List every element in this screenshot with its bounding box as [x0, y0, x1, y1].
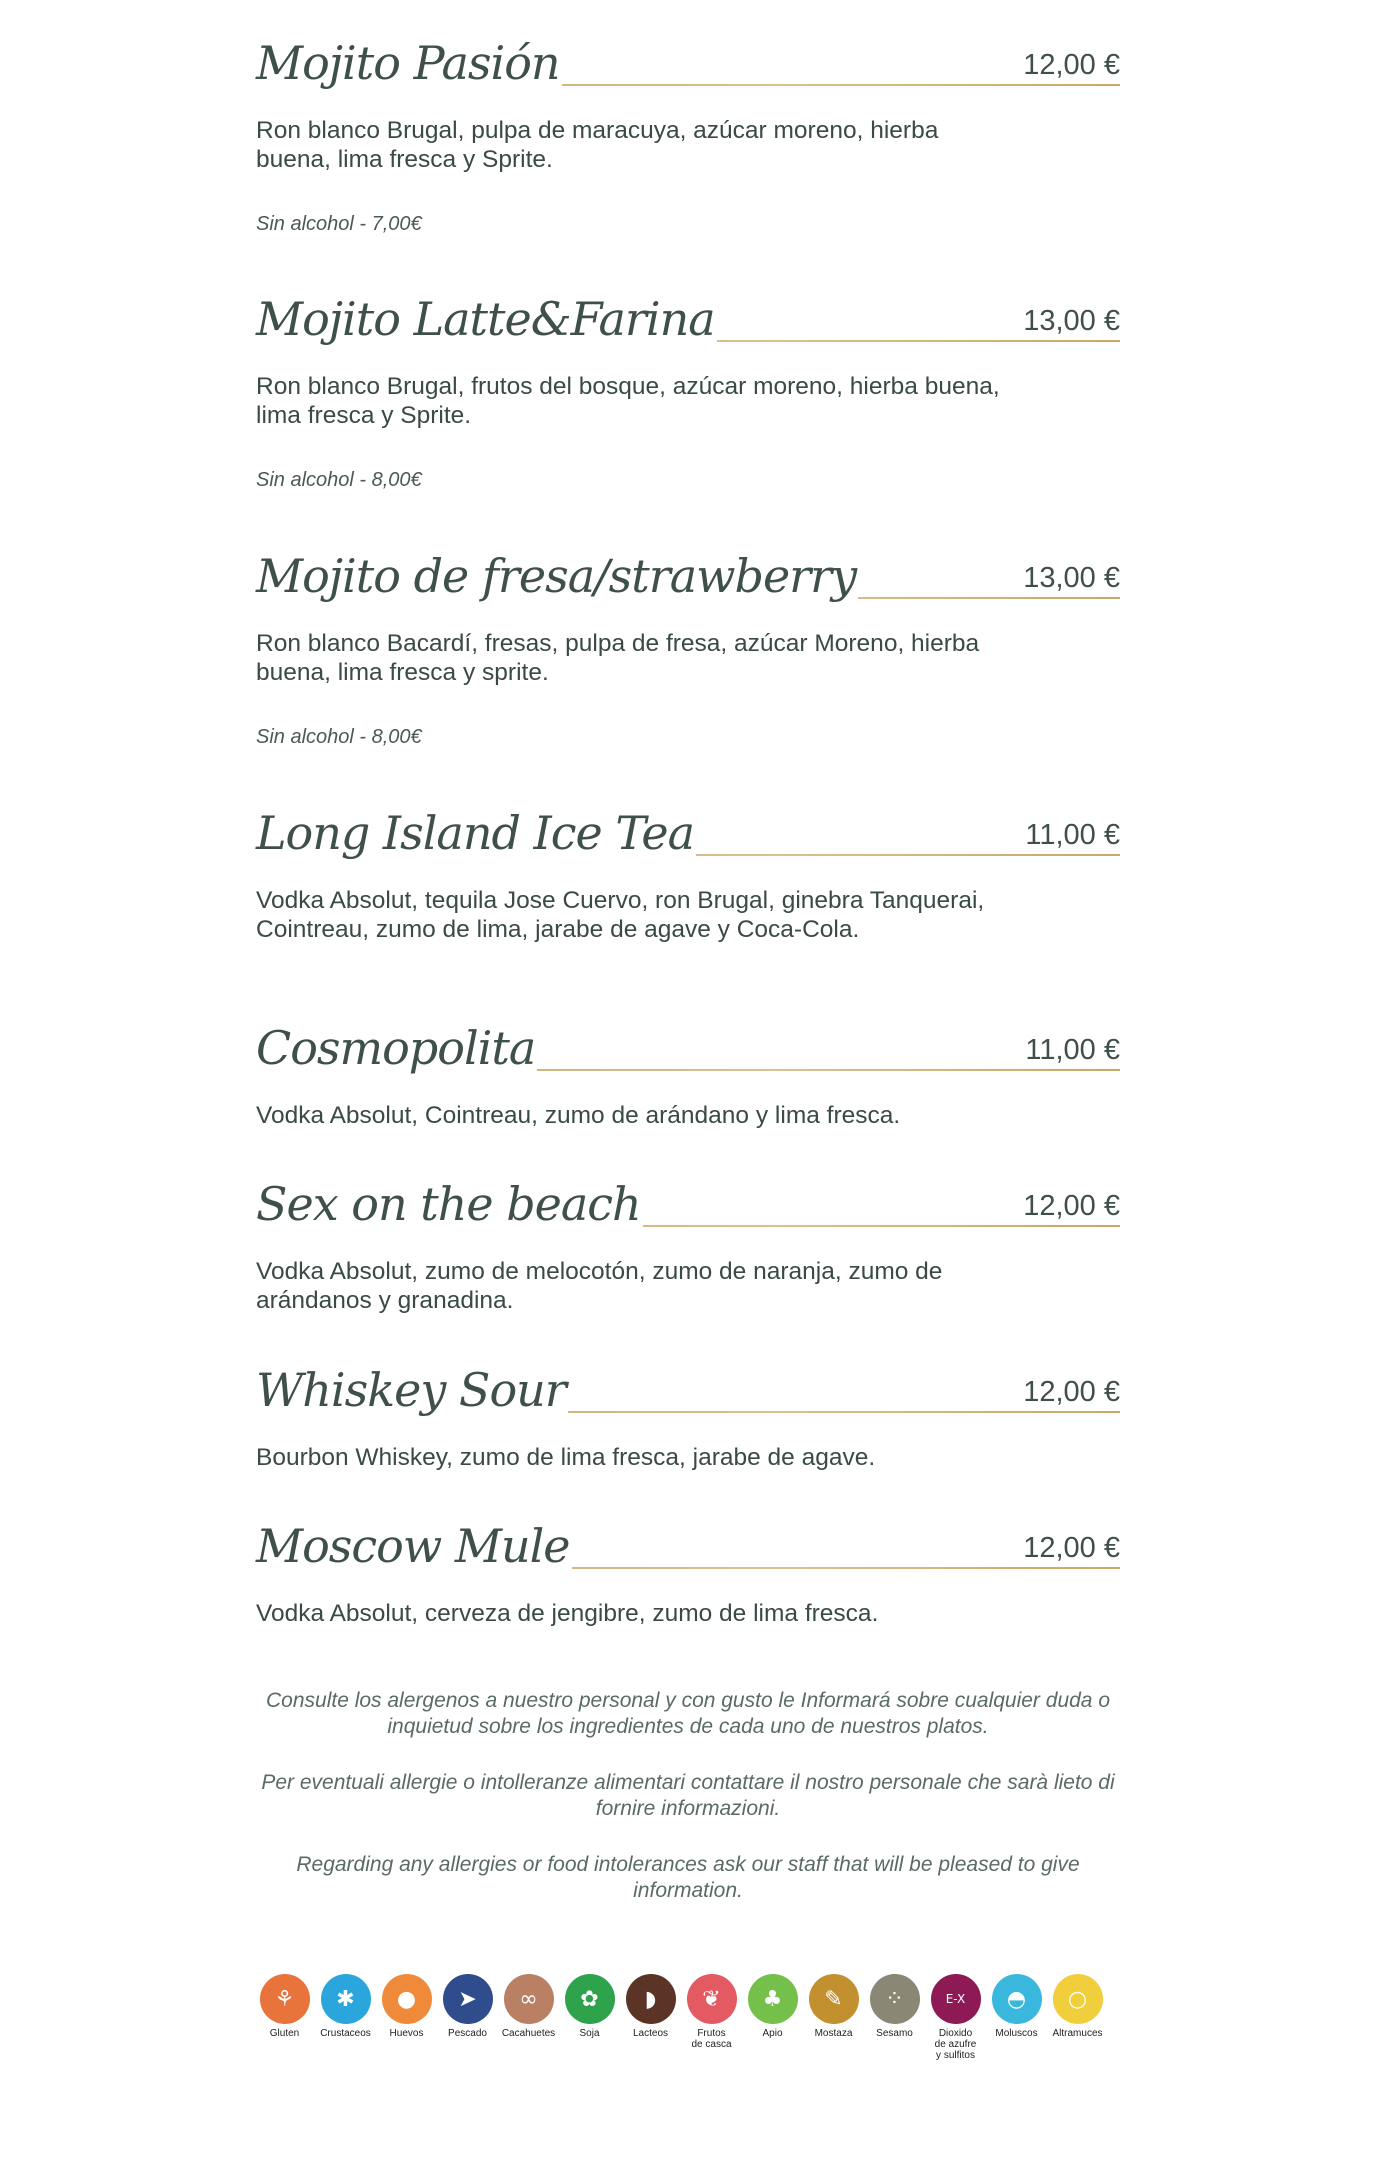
allergen-label: Soja — [579, 2028, 600, 2039]
item-price: 13,00 € — [1019, 305, 1120, 338]
item-price: 12,00 € — [1019, 49, 1120, 82]
item-name: Sex on the beach — [256, 1177, 641, 1231]
item-header — [256, 513, 1120, 613]
item-header — [256, 1483, 1120, 1583]
item-price: 11,00 € — [1021, 819, 1120, 852]
peanut-icon: ∞ — [504, 1974, 554, 2024]
note-english: Regarding any allergies or food intolerances ask our staff that will be pleased to give information. — [296, 1853, 1080, 1902]
menu-item — [256, 770, 1120, 944]
celery-icon: ♣ — [748, 1974, 798, 2024]
item-name: Moscow Mule — [256, 1519, 570, 1573]
fish-icon: ➤ — [443, 1974, 493, 2024]
note-spanish: Consulte los alergenos a nuestro personal y con gusto le Informará sobre cualquier duda o inquietud sobre los ingredientes de cada uno de nuestros platos. — [265, 1689, 1110, 1738]
allergen-label: Apio — [762, 2028, 783, 2039]
item-description: Ron blanco Brugal, pulpa de maracuya, azúcar moreno, hierba buena, lima fresca y Sprite. — [256, 117, 939, 173]
item-price: 12,00 € — [1019, 1190, 1120, 1223]
item-description: Ron blanco Bacardí, fresas, pulpa de fresa, azúcar Moreno, hierba buena, lima fresca y sprite. — [256, 630, 980, 686]
menu-item — [256, 0, 1120, 236]
menu-item — [256, 256, 1120, 492]
menu-item — [256, 1141, 1120, 1315]
item-header — [256, 985, 1120, 1085]
allergen-item — [561, 1974, 618, 2061]
allergen-item — [317, 1974, 374, 2061]
item-header — [256, 0, 1120, 100]
item-description: Bourbon Whiskey, zumo de lima fresca, jarabe de agave. — [256, 1444, 876, 1471]
allergen-label: Gluten — [269, 2028, 300, 2039]
item-description: Vodka Absolut, tequila Jose Cuervo, ron Brugal, ginebra Tanquerai, Cointreau, zumo de lima, jarabe de agave y Coca-Cola. — [256, 887, 985, 943]
item-name: Mojito de fresa/strawberry — [256, 549, 857, 603]
item-header — [256, 1141, 1120, 1241]
crab-icon: ✱ — [321, 1974, 371, 2024]
allergen-item — [927, 1974, 984, 2061]
item-description: Vodka Absolut, zumo de melocotón, zumo de naranja, zumo de arándanos y granadina. — [256, 1258, 943, 1314]
item-price: 11,00 € — [1021, 1034, 1120, 1067]
allergen-label: Lacteos — [632, 2028, 669, 2039]
allergen-item — [805, 1974, 862, 2061]
allergen-label: Moluscos — [995, 2028, 1038, 2039]
mustard-icon: ✎ — [809, 1974, 859, 2024]
allergen-label: Frutos de casca — [691, 2028, 732, 2050]
allergen-label: Crustaceos — [320, 2028, 371, 2039]
alcohol-free-price: Sin alcohol - 8,00€ — [256, 469, 422, 491]
eggs-icon: ● — [382, 1974, 432, 2024]
allergen-item — [744, 1974, 801, 2061]
allergen-item — [683, 1974, 740, 2061]
allergen-label: Mostaza — [814, 2028, 853, 2039]
wheat-icon: ⚘ — [260, 1974, 310, 2024]
menu-item — [256, 985, 1120, 1130]
alcohol-free-price: Sin alcohol - 8,00€ — [256, 726, 422, 748]
nut-icon: ❦ — [687, 1974, 737, 2024]
allergen-item — [622, 1974, 679, 2061]
allergen-notes — [256, 1688, 1120, 1934]
soy-icon: ✿ — [565, 1974, 615, 2024]
item-description: Vodka Absolut, cerveza de jengibre, zumo de lima fresca. — [256, 1600, 879, 1627]
item-header — [256, 256, 1120, 356]
item-price: 12,00 € — [1019, 1376, 1120, 1409]
allergen-legend — [256, 1974, 1120, 2061]
allergen-label: Altramuces — [1052, 2028, 1103, 2039]
sesame-icon: ⁘ — [870, 1974, 920, 2024]
allergen-item — [866, 1974, 923, 2061]
item-price: 13,00 € — [1019, 562, 1120, 595]
item-name: Cosmopolita — [256, 1021, 536, 1075]
item-name: Long Island Ice Tea — [256, 806, 695, 860]
allergen-label: Dioxido de azufre y sulfitos — [934, 2028, 977, 2061]
allergen-label: Huevos — [389, 2028, 424, 2039]
sulphites-icon: E-X — [931, 1974, 981, 2024]
allergen-item — [500, 1974, 557, 2061]
item-name: Mojito Pasión — [256, 36, 560, 90]
lupin-icon: ○ — [1053, 1974, 1103, 2024]
shell-icon: ◓ — [992, 1974, 1042, 2024]
allergen-item — [439, 1974, 496, 2061]
allergen-item — [378, 1974, 435, 2061]
item-description: Ron blanco Brugal, frutos del bosque, azúcar moreno, hierba buena, lima fresca y Sprite. — [256, 373, 1000, 429]
item-header — [256, 770, 1120, 870]
item-price: 12,00 € — [1019, 1532, 1120, 1565]
alcohol-free-price: Sin alcohol - 7,00€ — [256, 213, 422, 235]
menu-item — [256, 513, 1120, 749]
allergen-label: Pescado — [448, 2028, 487, 2039]
allergen-label: Cacahuetes — [501, 2028, 556, 2039]
allergen-item — [256, 1974, 313, 2061]
allergen-item — [988, 1974, 1045, 2061]
note-italian: Per eventuali allergie o intolleranze alimentari contattare il nostro personale che sarà lieto di fornire informazioni. — [261, 1771, 1115, 1820]
menu-item — [256, 1327, 1120, 1472]
item-name: Mojito Latte&Farina — [256, 292, 715, 346]
menu-item — [256, 1483, 1120, 1628]
item-header — [256, 1327, 1120, 1427]
item-name: Whiskey Sour — [256, 1363, 566, 1417]
item-description: Vodka Absolut, Cointreau, zumo de arándano y lima fresca. — [256, 1102, 901, 1129]
allergen-label: Sesamo — [876, 2028, 913, 2039]
milk-icon: ◗ — [626, 1974, 676, 2024]
allergen-item — [1049, 1974, 1106, 2061]
